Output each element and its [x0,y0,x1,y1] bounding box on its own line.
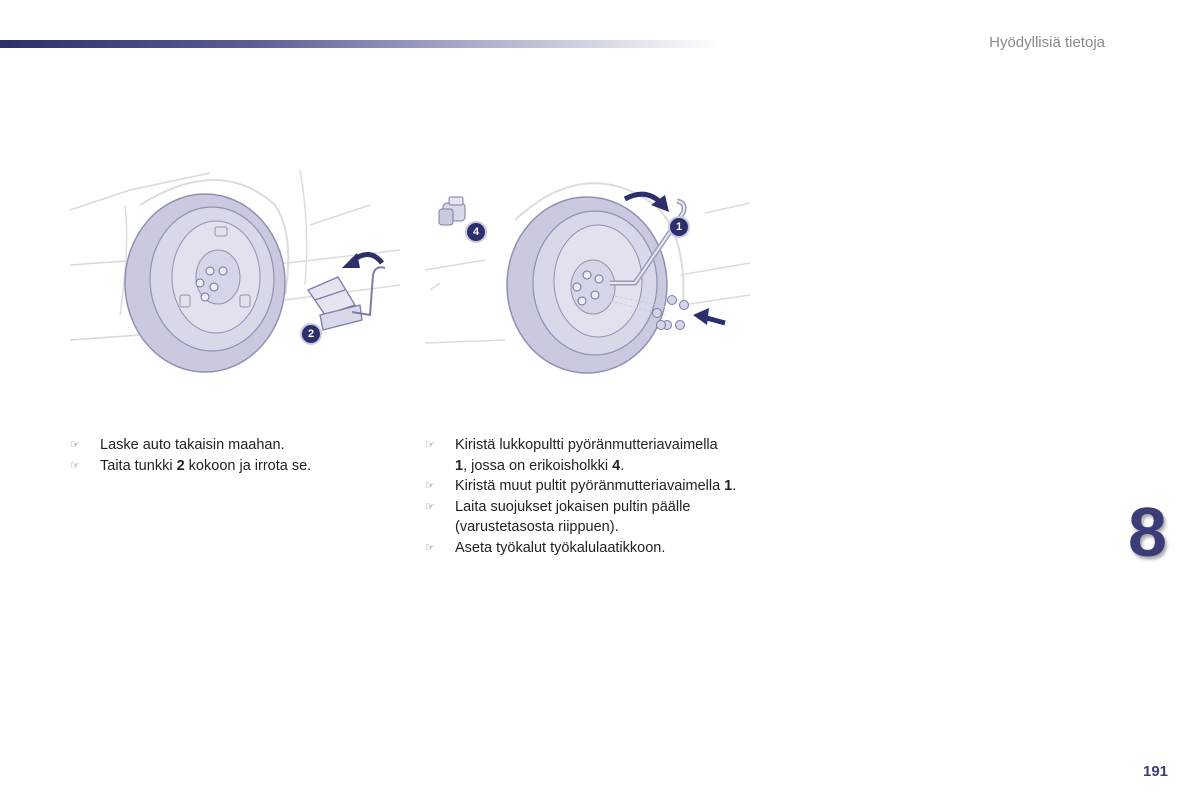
page-number: 191 [1143,763,1169,780]
step-text: Taita tunkki [100,457,177,474]
wrench-wheel-drawing [425,165,755,385]
step-text: Kiristä muut pultit pyöränmutteriavaimella [455,478,725,494]
illustration-tighten-bolts [425,165,755,385]
instructions-left [70,435,400,476]
pointing-hand-icon: ☞ [70,458,80,472]
callout-badge-4: 4 [465,221,487,243]
step-text: . [620,457,625,474]
step-ref: 2 [176,457,185,474]
instruction-step [70,456,400,477]
instruction-step [425,497,725,538]
step-text: Aseta työkalut työkalulaatikkoon. [455,539,666,556]
header-gradient-bar [0,40,720,48]
step-text: kokoon ja irrota se. [184,457,312,474]
section-title: Hyödyllisiä tietoja [989,34,1105,51]
step-text: Kiristä lukkopultti pyöränmutteriavaimella [455,437,718,453]
instruction-step [425,435,765,476]
instruction-step [70,435,400,456]
callout-badge-2: 2 [300,323,322,345]
callout-badge-1: 1 [668,216,690,238]
step-ref: 1 [724,478,733,494]
jack-wheel-drawing [70,165,400,385]
pointing-hand-icon: ☞ [425,479,435,492]
instruction-step [425,476,765,497]
step-text: , jossa on erikoisholkki [463,457,613,474]
pointing-hand-icon: ☞ [425,438,435,451]
chapter-number: 8 [1128,493,1167,571]
pointing-hand-icon: ☞ [425,499,435,513]
pointing-hand-icon: ☞ [70,438,80,451]
step-text: Laita suojukset jokaisen pultin päälle (varustetasosta riippuen). [455,498,691,535]
instructions-right [425,435,765,558]
instruction-step [425,538,765,559]
step-text: . [732,478,737,494]
pointing-hand-icon: ☞ [425,540,435,554]
step-ref: 1 [455,457,464,474]
step-ref: 4 [612,457,621,474]
illustration-lower-jack [70,165,400,385]
step-text: Laske auto takaisin maahan. [100,437,285,453]
